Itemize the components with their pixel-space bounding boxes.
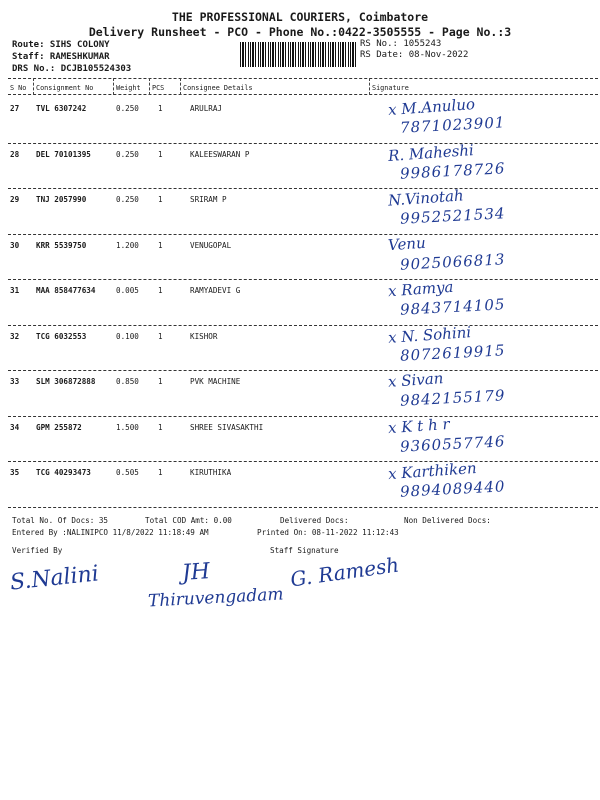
row-divider (8, 325, 598, 326)
row-consignment-no: KRR 5539750 (36, 240, 87, 250)
table-row (8, 369, 598, 417)
row-sno: 34 (10, 422, 20, 432)
table-row (8, 140, 598, 190)
row-consignee: SHREE SIVASAKTHI (190, 422, 264, 432)
row-weight: 0.250 (116, 195, 139, 204)
table-row (8, 186, 598, 235)
row-consignee: KIRUTHIKA (190, 468, 232, 477)
row-consignment-no: TNJ 2057990 (36, 195, 87, 204)
recipient-signature: R. Maheshi (387, 140, 475, 165)
recipient-phone: 9894089440 (399, 477, 506, 501)
runsheet-subtitle: Delivery Runsheet - PCO - Phone No.:0422-3505555 - Page No.:3 (88, 25, 512, 39)
divider (8, 78, 598, 79)
row-weight: 1.500 (116, 422, 139, 432)
table-row (8, 94, 598, 144)
recipient-phone: 8072619915 (399, 340, 506, 365)
row-pcs: 1 (158, 422, 163, 432)
row-divider (8, 234, 598, 235)
row-pcs: 1 (158, 331, 163, 341)
recipient-signature: x N. Sohini (387, 322, 472, 347)
row-consignee: RAMYADEVI G (190, 286, 241, 295)
table-row (8, 458, 598, 508)
route-label: Route: SIHS COLONY (12, 40, 110, 50)
row-sno: 27 (10, 104, 20, 113)
row-pcs: 1 (158, 104, 163, 113)
table-row (8, 414, 598, 463)
staff-signature-initials: JH (181, 559, 211, 586)
staff-label: Staff: RAMESHKUMAR (12, 52, 110, 62)
drs-number: DRS No.: DCJB105524303 (12, 64, 132, 74)
row-weight: 0.250 (116, 104, 139, 113)
row-sno: 29 (10, 195, 20, 204)
staff-signature-full: Thiruvengadam (147, 584, 285, 612)
row-consignee: PVK MACHINE (190, 377, 241, 386)
row-sno: 32 (10, 331, 20, 341)
col-consignee: Consignee Details (183, 84, 253, 92)
row-consignee: VENUGOPAL (190, 240, 232, 250)
verifier-signature: S.Nalini (8, 561, 101, 596)
barcode (240, 42, 358, 67)
recipient-signature: x Sivan (387, 369, 444, 391)
row-pcs: 1 (158, 377, 163, 386)
table-row (8, 233, 598, 281)
recipient-phone: 9360557746 (399, 431, 506, 456)
row-consignment-no: TCG 40293473 (36, 468, 91, 477)
rs-date: RS Date: 08-Nov-2022 (360, 50, 469, 60)
table-row (8, 322, 598, 372)
row-weight: 0.005 (116, 286, 139, 295)
recipient-signature: x Ramya (387, 277, 455, 301)
row-consignment-no: SLM 306872888 (36, 377, 96, 386)
col-sno: S No (10, 84, 27, 92)
delivered-docs: Delivered Docs: (280, 516, 349, 525)
row-divider (8, 188, 598, 189)
table-row (8, 277, 598, 326)
total-docs: Total No. Of Docs: 35 (12, 516, 109, 525)
row-weight: 0.505 (116, 468, 139, 477)
row-consignment-no: TVL 6307242 (36, 104, 87, 113)
row-consignment-no: MAA 858477634 (36, 286, 96, 295)
recipient-signature: N.Vinotah (387, 186, 465, 210)
recipient-phone: 9952521534 (399, 204, 506, 228)
col-pcs: PCS (152, 84, 165, 92)
row-consignee: ARULRAJ (190, 104, 223, 113)
recipient-signature: x K t h r (387, 414, 451, 437)
row-sno: 33 (10, 377, 20, 386)
row-sno: 30 (10, 240, 20, 250)
row-pcs: 1 (158, 195, 163, 204)
entered-by: Entered By :NALINIPCO 11/8/2022 11:18:49 AM (12, 528, 209, 537)
recipient-signature: x M.Anuluo (387, 94, 476, 120)
row-weight: 0.850 (116, 377, 139, 386)
company-title: THE PROFESSIONAL COURIERS, Coimbatore (171, 10, 429, 24)
row-weight: 0.250 (116, 149, 139, 159)
row-divider (8, 416, 598, 417)
recipient-phone: 9842155179 (399, 386, 506, 410)
recipient-phone: 9986178726 (399, 158, 506, 183)
printed-on: Printed On: 08-11-2022 11:12:43 (257, 528, 399, 537)
row-divider (8, 461, 598, 462)
total-cod: Total COD Amt: 0.00 (145, 516, 232, 525)
col-consignment: Consignment No (36, 84, 94, 92)
row-consignee: KALEESWARAN P (190, 149, 250, 159)
row-sno: 28 (10, 149, 20, 159)
row-sno: 35 (10, 468, 20, 477)
divider (8, 94, 598, 95)
staff-signature-name: G. Ramesh (288, 552, 401, 592)
non-delivered-docs: Non Delivered Docs: (404, 516, 491, 525)
staff-signature-label: Staff Signature (270, 546, 339, 555)
row-pcs: 1 (158, 286, 163, 295)
row-sno: 31 (10, 286, 20, 295)
recipient-phone: 7871023901 (399, 113, 506, 137)
recipient-phone: 9025066813 (399, 249, 506, 274)
row-pcs: 1 (158, 149, 163, 159)
row-weight: 1.200 (116, 240, 139, 250)
row-divider (8, 279, 598, 280)
row-consignment-no: GPM 255872 (36, 422, 82, 432)
row-weight: 0.100 (116, 331, 139, 341)
col-signature: Signature (372, 84, 409, 92)
row-pcs: 1 (158, 468, 163, 477)
recipient-phone: 9843714105 (399, 295, 506, 319)
recipient-signature: x Karthiken (387, 458, 478, 484)
verified-by-label: Verified By (12, 546, 63, 555)
rs-number: RS No.: 1055243 (360, 39, 442, 49)
row-divider (8, 370, 598, 371)
row-divider (8, 507, 598, 508)
recipient-signature: Venu (387, 233, 427, 254)
row-consignment-no: DEL 70101395 (36, 149, 91, 159)
row-consignee: SRIRAM P (190, 195, 227, 204)
row-pcs: 1 (158, 240, 163, 250)
row-divider (8, 143, 598, 144)
row-consignment-no: TCG 6032553 (36, 331, 87, 341)
row-consignee: KISHOR (190, 331, 218, 341)
col-weight: Weight (116, 84, 141, 92)
